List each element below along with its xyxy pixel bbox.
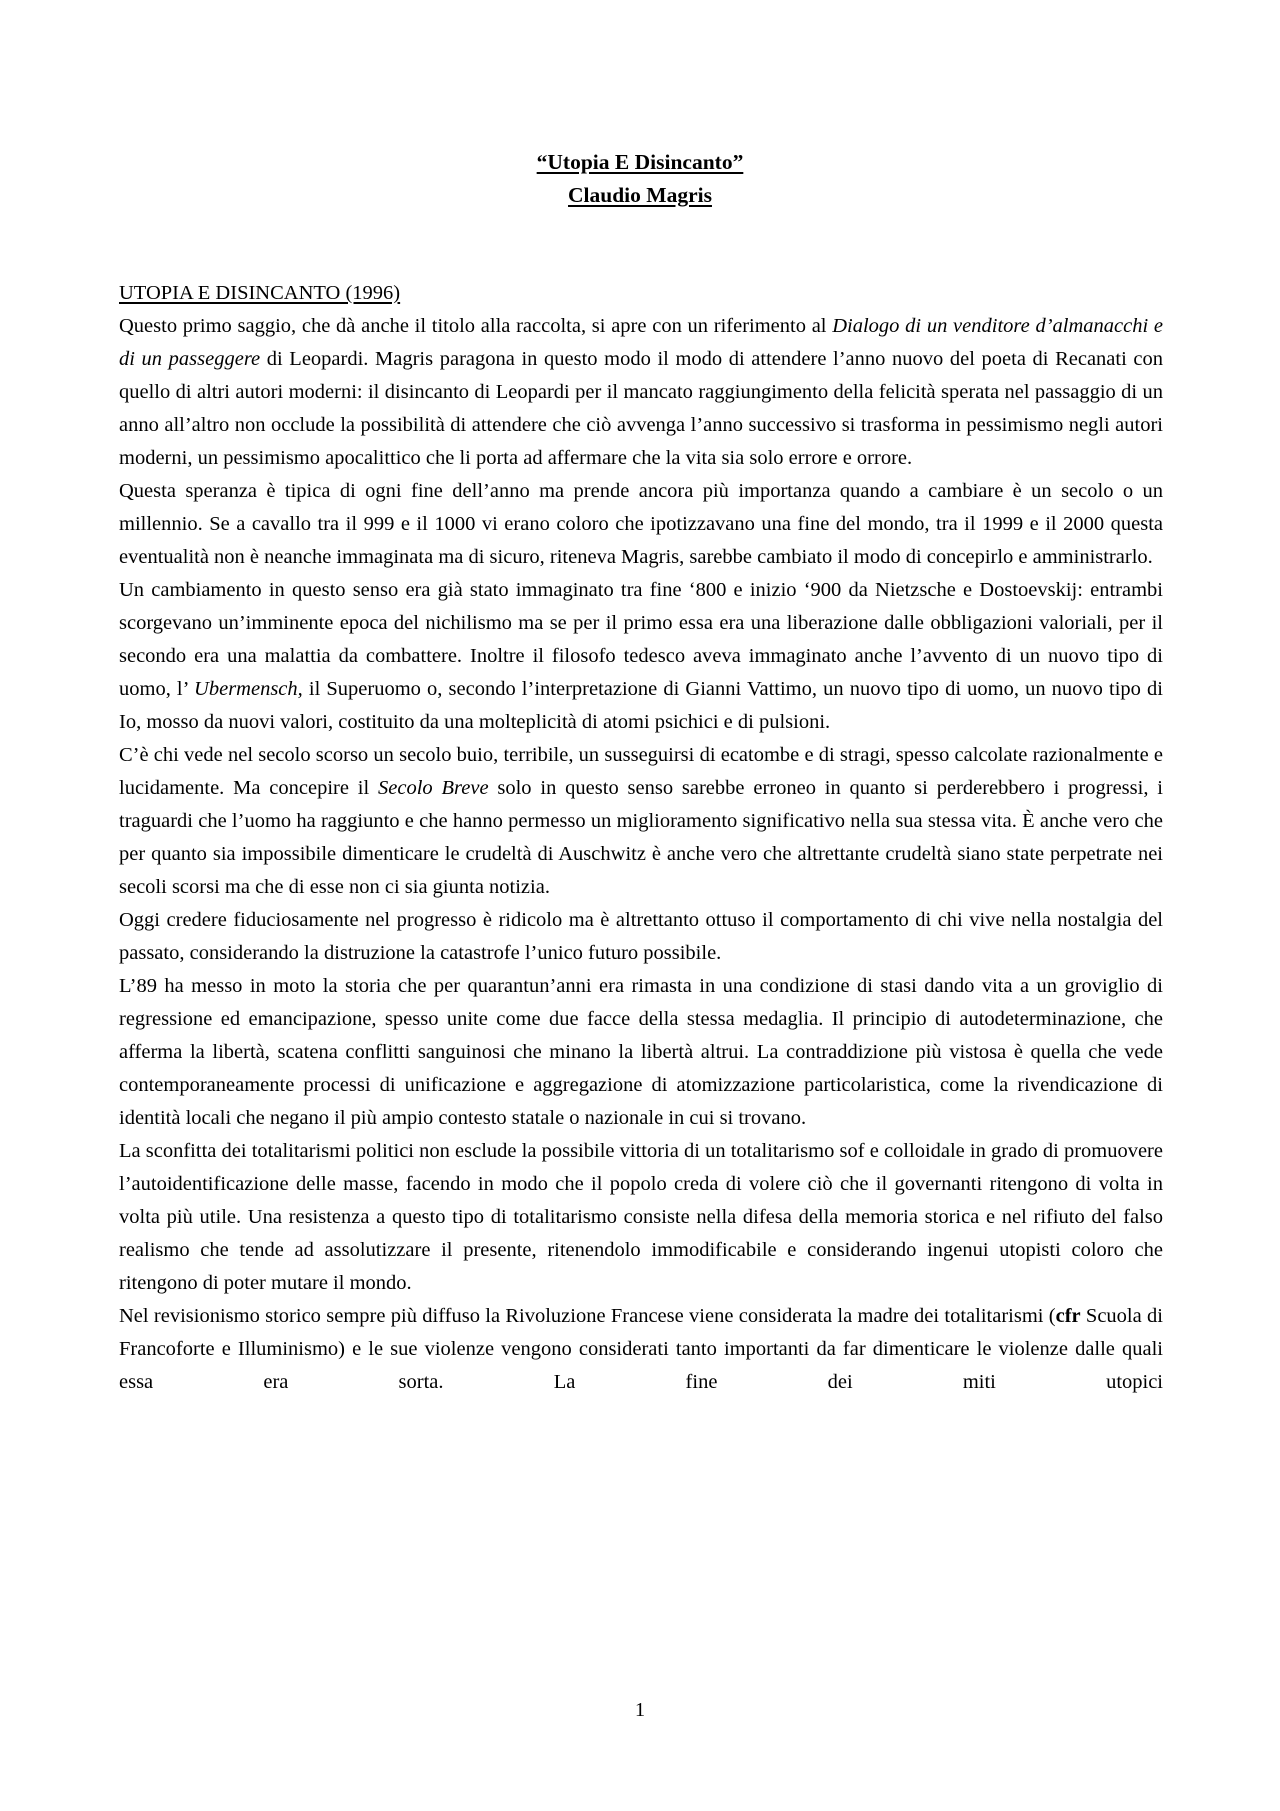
paragraph-text: solo in questo senso sarebbe erroneo in quanto si perderebbero i progressi, i traguardi che l’uomo ha raggiunto e che hanno permesso un miglioramento significativo nella sua stessa vita. È anche vero che per quanto sia impossibile dimenticare le crudeltà di Auschwitz è anche vero che altrettante crudeltà siano state perpetrate nei secoli scorsi ma che di esse non ci sia giunta notizia. bbox=[119, 777, 1163, 898]
page-number: 1 bbox=[634, 1699, 646, 1721]
bold-text: cfr bbox=[1055, 1305, 1081, 1327]
paragraph-text: Nel revisionismo storico sempre più diffuso la Rivoluzione Francese viene considerata la madre dei totalitarismi ( bbox=[119, 1305, 1056, 1327]
title-block bbox=[0, 146, 1280, 212]
paragraph-text: L’89 ha messo in moto la storia che per quarantun’anni era rimasta in una condizione di stasi dando vita a un groviglio di regressione ed emancipazione, spesso unite come due facce della stessa medaglia. Il principio di autodeterminazione, che afferma la libertà, scatena conflitti sanguinosi che minano la libertà altrui. La contraddizione più vistosa è quella che vede contemporaneamente processi di unificazione e aggregazione di atomizzazione particolaristica, come la rivendicazione di identità locali che negano il più ampio contesto statale o nazionale in cui si trovano. bbox=[119, 975, 1163, 1129]
italic-title: Dialogo di un venditore d’almanacchi e di un passeggere bbox=[119, 315, 1163, 370]
body-paragraph bbox=[119, 475, 1163, 574]
section-heading: UTOPIA E DISINCANTO (1996) bbox=[119, 282, 401, 304]
author-name: Claudio Magris bbox=[568, 183, 712, 207]
body-paragraph bbox=[119, 970, 1163, 1135]
paragraph-text: Questo primo saggio, che dà anche il titolo alla raccolta, si apre con un riferimento al bbox=[119, 315, 833, 337]
paragraph-text: Oggi credere fiduciosamente nel progresso è ridicolo ma è altrettanto ottuso il comportamento di chi vive nella nostalgia del passato, considerando la distruzione la catastrofe l’unico futuro possibile. bbox=[119, 909, 1163, 964]
paragraph-text: La sconfitta dei totalitarismi politici non esclude la possibile vittoria di un totalitarismo sof e colloidale in grado di promuovere l’autoidentificazione delle masse, facendo in modo che il popolo creda di volere ciò che il governanti ritengono di volta in volta più utile. Una resistenza a questo tipo di totalitarismo consiste nella difesa della memoria storica e nel rifiuto del falso realismo che tende ad assolutizzare il presente, ritenendolo immodificabile e considerando ingenui utopisti coloro che ritengono di poter mutare il mondo. bbox=[119, 1140, 1163, 1294]
document-title: “Utopia E Disincanto” bbox=[536, 150, 744, 174]
body-paragraph bbox=[119, 1135, 1163, 1300]
document-body bbox=[119, 277, 1163, 1399]
body-paragraph bbox=[119, 1300, 1163, 1399]
body-paragraph bbox=[119, 739, 1163, 904]
paragraph-text: C’è chi vede nel secolo scorso un secolo buio, terribile, un susseguirsi di ecatombe e di stragi, spesso calcolate razionalmente e lucidamente. Ma concepire il bbox=[119, 744, 1163, 799]
paragraph-text: il Superuomo o, secondo l’interpretazione di Gianni Vattimo, un nuovo tipo di uomo, un nuovo tipo di Io, mosso da nuovi valori, costituito da una molteplicità di atomi psichici e di pulsioni. bbox=[119, 678, 1163, 733]
body-paragraph bbox=[119, 574, 1163, 739]
body-paragraph bbox=[119, 904, 1163, 970]
paragraph-text: Un cambiamento in questo senso era già stato immaginato tra fine ‘800 e inizio ‘900 da Nietzsche e Dostoevskij: entrambi scorgevano un’imminente epoca del nichilismo ma se per il primo essa era una liberazione dalle obbligazioni valoriali, per il secondo era una malattia da combattere. Inoltre il filosofo tedesco aveva immaginato anche l’avvento di un nuovo tipo di uomo, l’ bbox=[119, 579, 1163, 700]
italic-title: Secolo Breve bbox=[378, 777, 489, 799]
body-paragraph bbox=[119, 310, 1163, 475]
paragraph-text: di Leopardi. Magris paragona in questo modo il modo di attendere l’anno nuovo del poeta di Recanati con quello di altri autori moderni: il disincanto di Leopardi per il mancato raggiungimento della felicità sperata nel passaggio di un anno all’altro non occlude la possibilità di attendere che ciò avvenga l’anno successivo si trasforma in pessimismo negli autori moderni, un pessimismo apocalittico che li porta ad affermare che la vita sia solo errore e orrore. bbox=[119, 348, 1163, 469]
paragraph-text: Questa speranza è tipica di ogni fine dell’anno ma prende ancora più importanza quando a cambiare è un secolo o un millennio. Se a cavallo tra il 999 e il 1000 vi erano coloro che ipotizzavano una fine del mondo, tra il 1999 e il 2000 questa eventualità non è neanche immaginata ma di sicuro, riteneva Magris, sarebbe cambiato il modo di concepirlo e amministrarlo. bbox=[119, 480, 1163, 568]
italic-title: Ubermensch, bbox=[194, 678, 303, 700]
paragraph-text: Scuola di Francoforte e Illuminismo) e le sue violenze vengono considerati tanto importanti da far dimenticare le violenze dalle quali essa era sorta. La fine dei miti utopici bbox=[119, 1305, 1163, 1393]
